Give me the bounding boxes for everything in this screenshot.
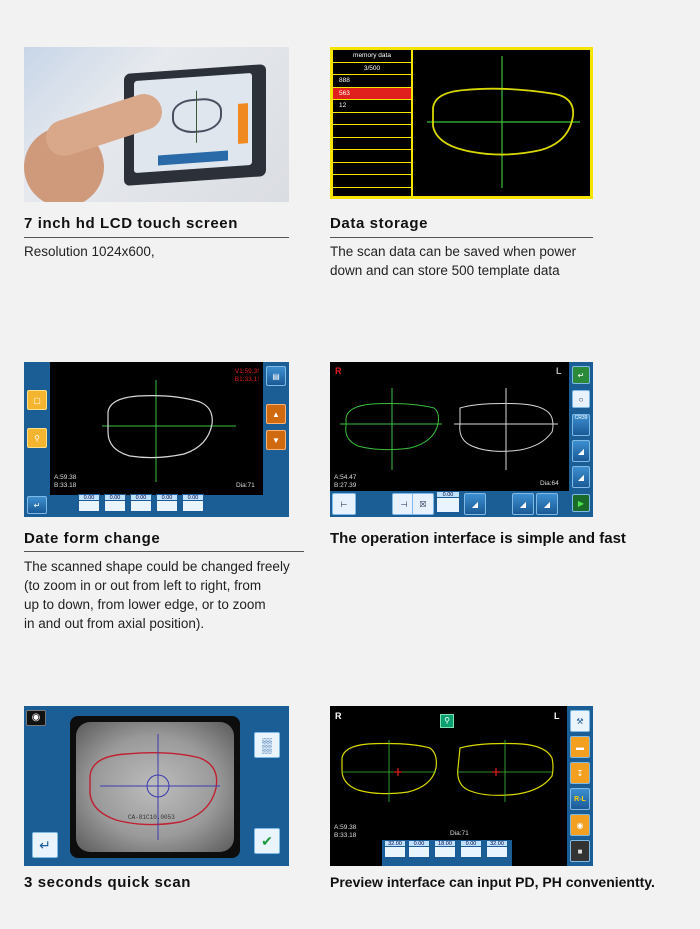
desc-line: The scan data can be saved when power	[330, 244, 577, 259]
floppy-icon: ▤	[272, 371, 280, 381]
control-value: 0.00	[408, 840, 430, 847]
bevel-mode-button[interactable]	[572, 440, 590, 462]
material-cr39-button[interactable]	[572, 414, 590, 436]
quick-scan-screen	[24, 706, 289, 866]
frame-icon	[182, 501, 204, 512]
control-value: 0.00	[156, 494, 178, 501]
left-eye-label: L	[554, 711, 560, 721]
dia-value: Dia:71	[236, 482, 255, 489]
magnifier-icon: ⚲	[34, 433, 40, 443]
edge-left-button[interactable]	[512, 493, 534, 515]
download-button[interactable]	[570, 762, 590, 784]
section-desc-touchscreen	[24, 242, 155, 261]
scan-view	[70, 716, 240, 858]
preview-screen	[330, 706, 593, 866]
control-value: 0.00	[182, 494, 204, 501]
play-icon: ▶	[577, 498, 585, 508]
polish-icon: ◢	[577, 472, 585, 482]
measurement-readout	[235, 368, 259, 384]
frame-icon	[104, 501, 126, 512]
b-value: B:33.18	[334, 832, 357, 839]
ph-left-control[interactable]	[460, 840, 482, 858]
section-rule	[24, 551, 304, 552]
bridge-control[interactable]	[434, 840, 456, 858]
zoom-folder-button[interactable]	[27, 428, 47, 448]
b-value: B:33.18	[54, 482, 77, 489]
enter-button[interactable]	[27, 496, 47, 514]
control-value: 0.00	[78, 494, 100, 501]
control-value: 0.00	[130, 494, 152, 501]
frame-icon	[130, 501, 152, 512]
adjust-width-control[interactable]	[78, 494, 100, 512]
lens-icon: ○	[578, 394, 584, 404]
scan-lens-outline	[70, 716, 240, 858]
memory-row[interactable]	[333, 125, 411, 138]
desc-line: The scanned shape could be changed freely	[24, 559, 290, 574]
position-button[interactable]	[332, 493, 356, 515]
memory-list-header: memory data	[333, 50, 411, 63]
memory-row[interactable]: 3/500	[333, 63, 411, 76]
control-value: 18.00	[434, 840, 456, 847]
memory-row[interactable]	[333, 113, 411, 126]
right-eye-label: R	[335, 366, 342, 376]
ab-values	[54, 474, 76, 490]
pd-right-control[interactable]	[384, 840, 406, 858]
edge-right-button[interactable]	[536, 493, 558, 515]
memory-row[interactable]: 888	[333, 75, 411, 88]
lens-shape-preview	[415, 50, 590, 196]
section-desc-form-change	[24, 557, 290, 633]
memory-row[interactable]	[333, 163, 411, 176]
wrench-icon: ⚒	[576, 716, 584, 726]
lens-mode-button[interactable]	[572, 390, 590, 408]
a-value: A:59.38	[334, 824, 357, 831]
frame-icon: ☒	[419, 499, 427, 509]
drill-icon: ⊣	[400, 499, 408, 509]
frame-icon	[408, 847, 430, 858]
lens-engraving: CA-81C10.0053	[128, 814, 175, 821]
enter-icon: ↵	[39, 836, 51, 853]
memory-row[interactable]	[333, 150, 411, 163]
desc-line: Resolution 1024x600,	[24, 244, 155, 259]
section-title-touchscreen: 7 inch hd LCD touch screen	[24, 215, 238, 232]
enter-icon: ↵	[577, 370, 585, 380]
memory-row[interactable]: 12	[333, 100, 411, 113]
readout-v: V1:59.3!	[234, 368, 259, 375]
save-button[interactable]	[266, 366, 286, 386]
frame-icon	[486, 847, 508, 858]
desc-line: down and can store 500 template data	[330, 263, 560, 278]
adjust-axis-control[interactable]	[156, 494, 178, 512]
drill-icon: ▬	[576, 742, 584, 752]
form-change-screen	[24, 362, 289, 517]
frame-type-button[interactable]	[412, 493, 434, 515]
frame-icon	[460, 847, 482, 858]
section-title-preview: Preview interface can input PD, PH convenientty.	[330, 874, 655, 890]
a-value: A:54.47	[334, 474, 357, 481]
pd-left-control[interactable]	[486, 840, 508, 858]
binocular-lens-display	[330, 362, 569, 491]
adjust-lower-edge-control[interactable]	[130, 494, 152, 512]
statistics-button[interactable]	[254, 732, 280, 758]
bevel-icon: ◢	[577, 446, 585, 456]
left-eye-label: L	[556, 366, 562, 376]
enter-button[interactable]	[572, 366, 590, 384]
frame-icon	[434, 847, 456, 858]
binocular-preview	[330, 706, 567, 840]
desc-line: in and out from axial position).	[24, 616, 205, 631]
lens-shape-display	[50, 362, 263, 495]
zoom-icon: ⚲	[444, 716, 450, 725]
down-arrow-button[interactable]	[266, 430, 286, 450]
download-icon: ↧	[576, 768, 584, 778]
b-value: B:27.39	[334, 482, 357, 489]
lock-button[interactable]	[570, 840, 590, 862]
checkmark-icon: ✔	[261, 832, 273, 849]
arrow-down-icon: ▼	[272, 435, 280, 445]
desc-line: up to down, from lower edge, or to zoom	[24, 597, 266, 612]
ph-right-control[interactable]	[408, 840, 430, 858]
dia-value: Dia:64	[540, 480, 559, 487]
section-desc-data-storage	[330, 242, 576, 280]
control-value: 32.00	[486, 840, 508, 847]
folder-icon: ▢	[33, 395, 41, 405]
size-control[interactable]	[436, 491, 460, 513]
lcd-sidebar	[238, 103, 248, 144]
frame-icon	[78, 501, 100, 512]
settings-button[interactable]	[570, 710, 590, 732]
section-title-quick-scan: 3 seconds quick scan	[24, 874, 192, 891]
memory-data-screen	[330, 47, 593, 199]
edge-icon: ◢	[543, 499, 551, 509]
memory-row-selected[interactable]: 563	[333, 88, 411, 101]
material-label: CR39	[574, 415, 588, 421]
start-button[interactable]	[572, 494, 590, 512]
polish-mode-button[interactable]	[572, 466, 590, 488]
frame-icon	[384, 847, 406, 858]
edge-icon: ◢	[519, 499, 527, 509]
camera-button[interactable]	[26, 710, 46, 726]
camera-icon: ◉	[31, 712, 41, 723]
camera-icon: ◉	[576, 820, 584, 830]
rl-label: R-L	[574, 795, 586, 803]
bar-chart-icon: ▒	[262, 737, 272, 753]
lcd-toolbar	[158, 151, 228, 166]
axis-icon: ⊢	[340, 499, 348, 509]
ab-values	[334, 824, 356, 840]
right-eye-label: R	[335, 711, 342, 721]
section-title-operation: The operation interface is simple and fast	[330, 530, 626, 547]
size-icon	[436, 498, 460, 513]
enter-icon: ↵	[33, 500, 41, 510]
section-rule	[330, 237, 593, 238]
a-value: A:59.38	[54, 474, 77, 481]
readout-b: B1:33.1!	[234, 376, 259, 383]
dia-value: Dia:71	[450, 830, 469, 837]
folder-button[interactable]	[27, 390, 47, 410]
desc-line: (to zoom in or out from left to right, from	[24, 578, 262, 593]
up-arrow-button[interactable]	[266, 404, 286, 424]
enter-button[interactable]	[32, 832, 58, 858]
adjust-shape-control[interactable]	[182, 494, 204, 512]
operation-screen	[330, 362, 593, 517]
crosshair-line	[196, 91, 197, 143]
frame-icon	[156, 501, 178, 512]
touchscreen-photo	[24, 47, 289, 202]
memory-row[interactable]	[333, 138, 411, 151]
section-title-form-change: Date form change	[24, 530, 161, 547]
control-value: 0.00	[460, 840, 482, 847]
section-rule	[24, 237, 289, 238]
section-title-data-storage: Data storage	[330, 215, 429, 232]
groove-icon: ◢	[471, 499, 479, 509]
control-value: 0.00	[104, 494, 126, 501]
adjust-height-control[interactable]	[104, 494, 126, 512]
lens-outline	[172, 97, 222, 134]
mirror-rl-button[interactable]	[570, 788, 590, 810]
camera-button[interactable]	[570, 814, 590, 836]
memory-list	[333, 50, 413, 196]
arrow-up-icon: ▲	[272, 409, 280, 419]
drill-button[interactable]	[570, 736, 590, 758]
ab-values	[334, 474, 356, 490]
confirm-button[interactable]	[254, 828, 280, 854]
lock-icon: ■	[577, 846, 583, 856]
memory-row[interactable]	[333, 175, 411, 188]
groove-button[interactable]	[464, 493, 486, 515]
control-value: 0.00	[436, 491, 460, 498]
control-value: 32.00	[384, 840, 406, 847]
